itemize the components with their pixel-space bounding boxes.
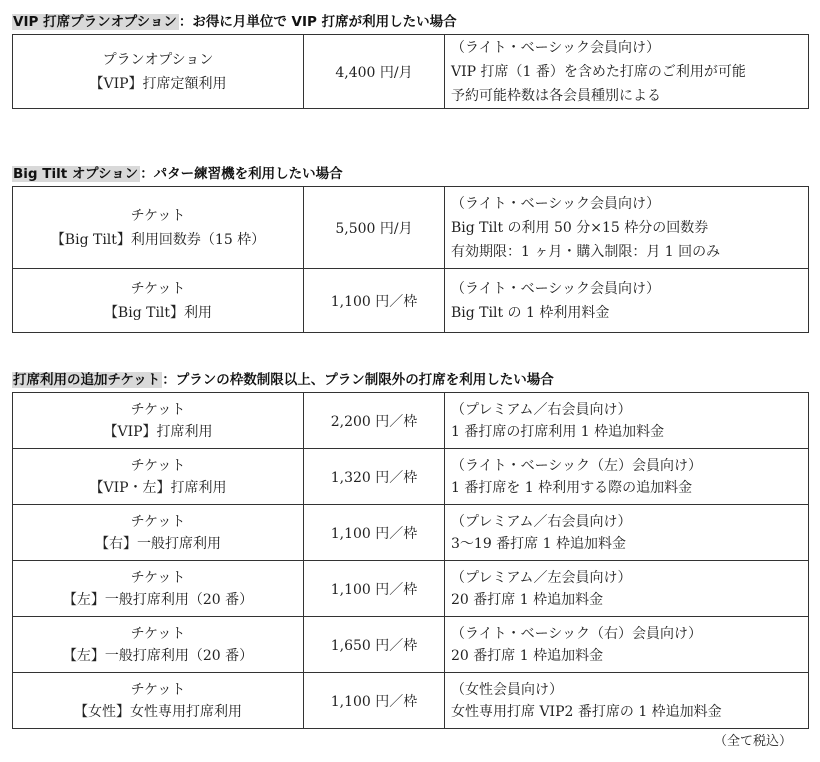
price-cell: 2,200 円／枠 xyxy=(304,393,445,449)
price-cell: 1,100 円／枠 xyxy=(304,561,445,617)
table-row xyxy=(13,673,809,729)
item-name-line: チケット xyxy=(130,457,186,474)
description-line: （ライト・ベーシック（右）会員向け） xyxy=(451,625,703,642)
description-cell xyxy=(445,187,809,269)
item-name-cell xyxy=(13,505,304,561)
section-heading-highlight: Big Tilt オプション xyxy=(13,166,139,182)
description-line: （プレミアム／左会員向け） xyxy=(451,569,632,586)
tax-included-footnote: （全て税込） xyxy=(713,734,792,749)
section-heading-rest: ：パター練習機を利用したい場合 xyxy=(140,166,343,182)
table-row xyxy=(13,187,809,269)
item-name-line: チケット xyxy=(130,569,186,586)
item-name-line: 【女性】女性専用打席利用 xyxy=(74,703,242,720)
table-row xyxy=(13,269,809,333)
description-cell xyxy=(445,673,809,729)
description-line: Big Tilt の 1 枠利用料金 xyxy=(451,304,610,321)
item-name-line: 【左】一般打席利用（20 番） xyxy=(62,591,254,608)
item-name-line: チケット xyxy=(130,681,186,698)
description-line: 有効期限：1 ヶ月・購入制限：月 1 回のみ xyxy=(451,243,721,260)
item-name-cell xyxy=(13,187,304,269)
pricing-table xyxy=(12,392,809,729)
item-name-cell xyxy=(13,673,304,729)
price-cell: 1,320 円／枠 xyxy=(304,449,445,505)
description-line: 予約可能枠数は各会員種別による xyxy=(451,87,661,104)
section-heading-rest: ：お得に月単位で VIP 打席が利用したい場合 xyxy=(178,14,457,30)
price-cell: 1,100 円／枠 xyxy=(304,673,445,729)
description-line: （ライト・ベーシック会員向け） xyxy=(451,39,661,56)
price-cell: 1,650 円／枠 xyxy=(304,617,445,673)
description-line: （ライト・ベーシック会員向け） xyxy=(451,280,661,297)
description-line: 20 番打席 1 枠追加料金 xyxy=(451,591,604,608)
price-cell: 4,400 円/月 xyxy=(304,35,445,109)
item-name-line: プランオプション xyxy=(102,51,214,68)
price-cell: 5,500 円/月 xyxy=(304,187,445,269)
table-row xyxy=(13,561,809,617)
description-line: 1 番打席の打席利用 1 枠追加料金 xyxy=(451,423,665,440)
item-name-line: チケット xyxy=(130,625,186,642)
item-name-cell xyxy=(13,561,304,617)
description-line: Big Tilt の利用 50 分×15 枠分の回数券 xyxy=(451,219,709,236)
description-cell xyxy=(445,505,809,561)
item-name-line: 【VIP】打席定額利用 xyxy=(89,75,227,92)
section-heading xyxy=(12,370,809,390)
table-row xyxy=(13,449,809,505)
item-name-cell xyxy=(13,269,304,333)
section-heading-rest: ：プランの枠数制限以上、プラン制限外の打席を利用したい場合 xyxy=(162,372,554,388)
table-row xyxy=(13,35,809,109)
pricing-table xyxy=(12,186,809,333)
item-name-line: 【VIP・左】打席利用 xyxy=(89,479,227,496)
description-line: （女性会員向け） xyxy=(451,681,563,698)
table-row xyxy=(13,505,809,561)
item-name-line: チケット xyxy=(130,513,186,530)
description-line: 3～19 番打席 1 枠追加料金 xyxy=(451,535,626,552)
description-line: 1 番打席を 1 枠利用する際の追加料金 xyxy=(451,479,693,496)
item-name-line: 【Big Tilt】利用 xyxy=(103,304,213,321)
pricing-table xyxy=(12,34,809,109)
description-cell xyxy=(445,617,809,673)
section-heading xyxy=(12,164,809,184)
price-cell: 1,100 円／枠 xyxy=(304,505,445,561)
big-tilt-option-section xyxy=(12,164,809,333)
description-cell xyxy=(445,561,809,617)
description-line: 女性専用打席 VIP2 番打席の 1 枠追加料金 xyxy=(451,703,722,720)
description-line: （プレミアム／右会員向け） xyxy=(451,401,632,418)
description-line: （ライト・ベーシック（左）会員向け） xyxy=(451,457,703,474)
vip-plan-option-section xyxy=(12,12,809,109)
item-name-cell xyxy=(13,449,304,505)
description-line: 20 番打席 1 枠追加料金 xyxy=(451,647,604,664)
item-name-line: 【Big Tilt】利用回数券（15 枠） xyxy=(50,231,266,248)
item-name-cell xyxy=(13,393,304,449)
item-name-line: 【VIP】打席利用 xyxy=(103,423,213,440)
item-name-line: チケット xyxy=(130,401,186,418)
item-name-line: チケット xyxy=(130,280,186,297)
item-name-cell xyxy=(13,617,304,673)
item-name-cell xyxy=(13,35,304,109)
item-name-line: 【右】一般打席利用 xyxy=(95,535,221,552)
section-heading-highlight: VIP 打席プランオプション xyxy=(13,14,177,30)
section-heading xyxy=(12,12,809,32)
price-cell: 1,100 円／枠 xyxy=(304,269,445,333)
additional-ticket-section xyxy=(12,370,809,729)
description-cell xyxy=(445,393,809,449)
description-cell xyxy=(445,35,809,109)
section-heading-highlight: 打席利用の追加チケット xyxy=(13,372,161,388)
table-row xyxy=(13,617,809,673)
table-row xyxy=(13,393,809,449)
description-line: VIP 打席（1 番）を含めた打席のご利用が可能 xyxy=(451,63,746,80)
description-line: （ライト・ベーシック会員向け） xyxy=(451,195,661,212)
description-cell xyxy=(445,269,809,333)
description-line: （プレミアム／右会員向け） xyxy=(451,513,632,530)
description-cell xyxy=(445,449,809,505)
item-name-line: チケット xyxy=(130,207,186,224)
item-name-line: 【左】一般打席利用（20 番） xyxy=(62,647,254,664)
